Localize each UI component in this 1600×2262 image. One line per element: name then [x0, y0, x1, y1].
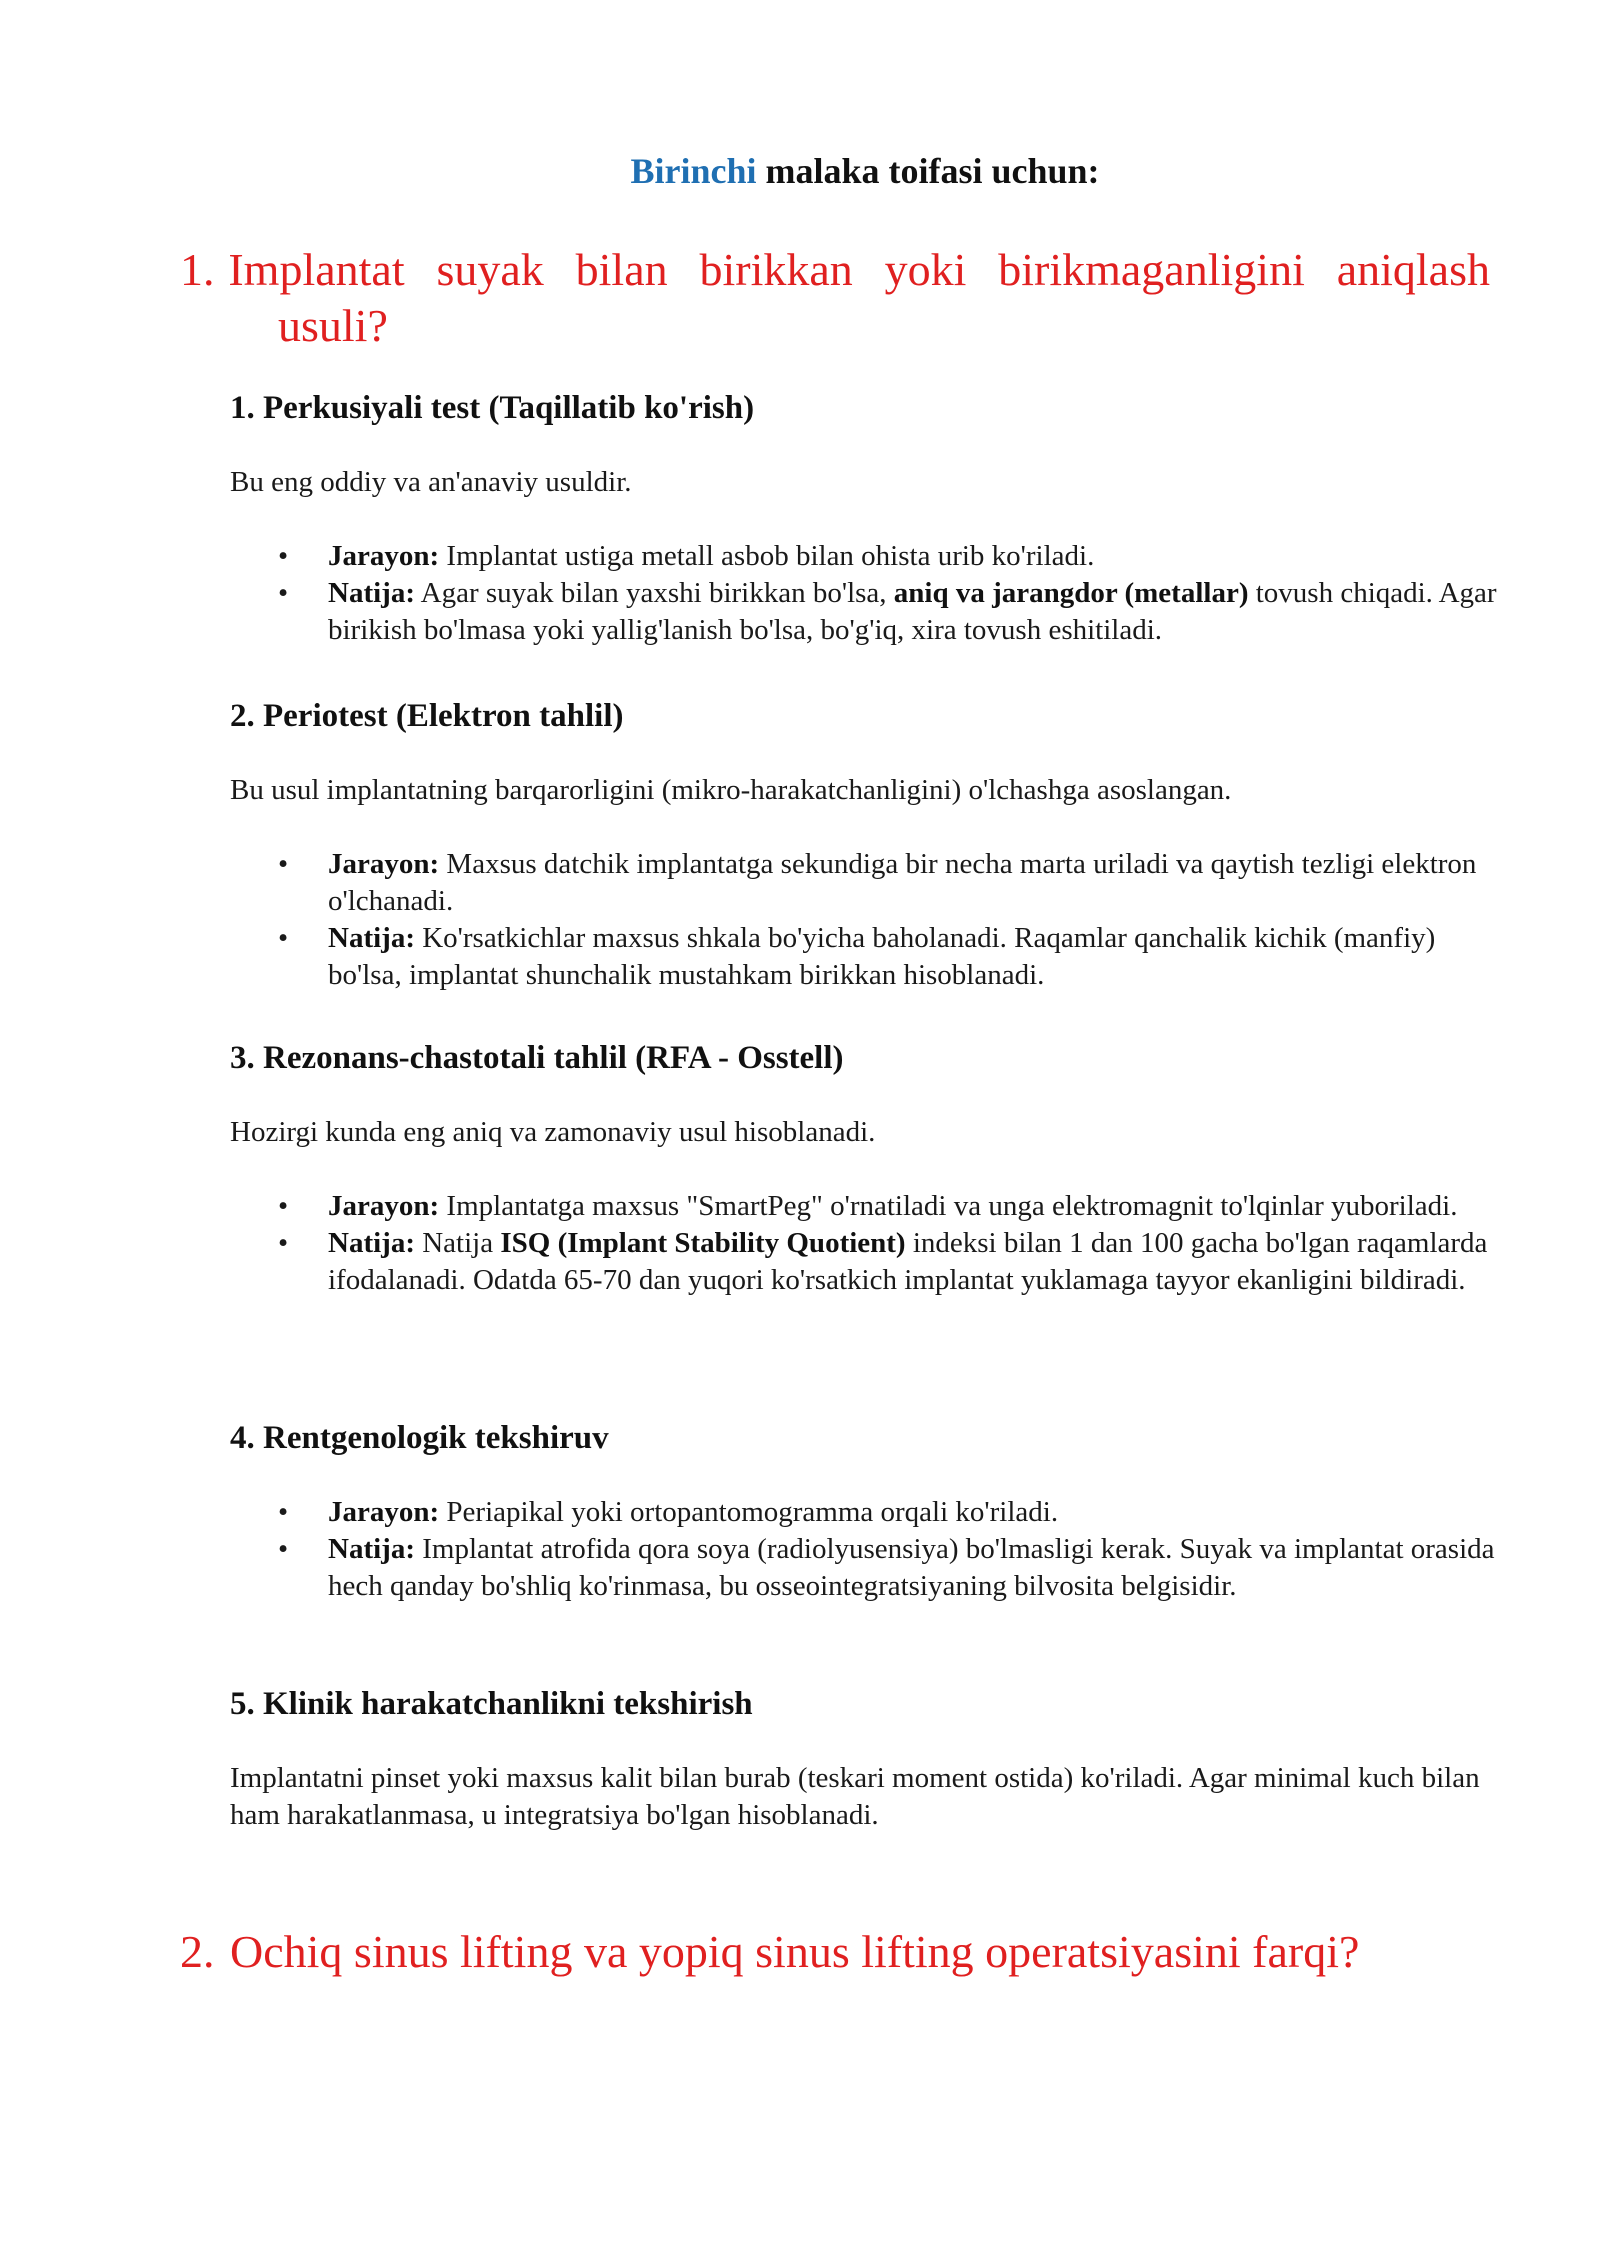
list-item — [230, 920, 1500, 994]
bullet-list — [230, 1494, 1500, 1605]
section-rfa-osstell — [230, 1038, 1500, 1299]
question-1-word: Implantat — [228, 244, 405, 295]
section-intro: Bu usul implantatning barqarorligini (mikro-harakatchanligini) o'lchashga asoslangan. — [230, 774, 1232, 806]
question-2-text: Ochiq sinus lifting va yopiq sinus lifting operatsiyasini farqi? — [230, 1926, 1360, 1977]
bullet-icon: • — [278, 540, 289, 572]
bullet-label: Jarayon: — [328, 1496, 440, 1528]
bullet-list — [230, 846, 1500, 994]
section-intro: Implantatni pinset yoki maxsus kalit bilan burab (teskari moment ostida) ko'riladi. Agar minimal kuch bilan ham harakatlanmasa, u integratsiya bo'lgan hisoblanadi. — [230, 1762, 1480, 1831]
bullet-label: Jarayon: — [328, 1190, 440, 1222]
section-heading: 4. Rentgenologik tekshiruv — [230, 1420, 609, 1456]
question-1-word: yoki — [884, 244, 967, 295]
bullet-emphasis: ISQ (Implant Stability Quotient) — [500, 1227, 906, 1259]
title-accent: Birinchi — [630, 151, 757, 191]
question-1-word: birikmaganligini — [998, 244, 1305, 295]
bullet-text: Implantatga maxsus "SmartPeg" o'rnatiladi va unga elektromagnit to'lqinlar yuboriladi. — [439, 1190, 1458, 1222]
section-heading: 1. Perkusiyali test (Taqillatib ko'rish) — [230, 390, 755, 426]
document-title — [0, 150, 1600, 193]
question-2-number: 2. — [180, 1926, 215, 1977]
bullet-icon: • — [278, 848, 289, 880]
question-1 — [180, 242, 1490, 354]
question-1-line-2: usuli? — [278, 300, 388, 351]
bullet-label: Natija: — [328, 1227, 415, 1259]
list-item — [230, 538, 1500, 575]
question-1-word: suyak — [436, 244, 544, 295]
question-1-word: birikkan — [699, 244, 853, 295]
question-2 — [180, 1924, 1490, 1980]
bullet-list — [230, 538, 1500, 649]
bullet-icon: • — [278, 1190, 289, 1222]
bullet-text: indeksi bilan 1 dan 100 gacha bo'lgan raqamlarda ifodalanadi. Odatda 65-70 dan yuqori ko'rsatkich implantat yuklamaga tayyor ekanligini bildiradi. — [328, 1227, 1488, 1296]
section-clinical-mobility — [230, 1684, 1500, 1834]
section-heading: 3. Rezonans-chastotali tahlil (RFA - Osstell) — [230, 1040, 844, 1076]
bullet-text: Maxsus datchik implantatga sekundiga bir necha marta uriladi va qaytish tezligi elektron o'lchanadi. — [328, 848, 1477, 917]
section-intro: Hozirgi kunda eng aniq va zamonaviy usul hisoblanadi. — [230, 1116, 876, 1148]
question-1-number: 1. — [180, 244, 215, 295]
list-item — [230, 1531, 1500, 1605]
question-1-word: aniqlash — [1336, 244, 1490, 295]
bullet-label: Jarayon: — [328, 848, 440, 880]
bullet-label: Jarayon: — [328, 540, 440, 572]
bullet-emphasis: aniq va jarangdor (metallar) — [893, 577, 1249, 609]
bullet-list — [230, 1188, 1500, 1299]
title-rest: malaka toifasi uchun: — [756, 151, 1100, 191]
bullet-text: Implantat atrofida qora soya (radiolyusensiya) bo'lmasligi kerak. Suyak va implantat orasida hech qanday bo'shliq ko'rinmasa, bu osseointegratsiyaning bilvosita belgisidir. — [328, 1533, 1495, 1602]
bullet-label: Natija: — [328, 1533, 415, 1565]
section-heading: 5. Klinik harakatchanlikni tekshirish — [230, 1686, 753, 1722]
section-percussion-test — [230, 388, 1500, 649]
bullet-icon: • — [278, 1496, 289, 1528]
bullet-text: Agar suyak bilan yaxshi birikkan bo'lsa, — [414, 577, 894, 609]
list-item — [230, 575, 1500, 649]
bullet-text: Natija — [414, 1227, 501, 1259]
question-1-word: bilan — [575, 244, 668, 295]
section-radiologic-exam — [230, 1418, 1500, 1605]
bullet-text: Periapikal yoki ortopantomogramma orqali ko'riladi. — [439, 1496, 1059, 1528]
bullet-icon: • — [278, 577, 289, 609]
list-item — [230, 846, 1500, 920]
list-item — [230, 1225, 1500, 1299]
bullet-label: Natija: — [328, 577, 415, 609]
section-heading: 2. Periotest (Elektron tahlil) — [230, 698, 624, 734]
bullet-text: Ko'rsatkichlar maxsus shkala bo'yicha baholanadi. Raqamlar qanchalik kichik (manfiy) bo'lsa, implantat shunchalik mustahkam birikkan hisoblanadi. — [328, 922, 1436, 991]
bullet-icon: • — [278, 922, 289, 954]
section-periotest — [230, 696, 1500, 994]
section-intro: Bu eng oddiy va an'anaviy usuldir. — [230, 466, 632, 498]
bullet-icon: • — [278, 1227, 289, 1259]
bullet-label: Natija: — [328, 922, 415, 954]
list-item — [230, 1494, 1500, 1531]
bullet-text: Implantat ustiga metall asbob bilan ohista urib ko'riladi. — [439, 540, 1095, 572]
bullet-icon: • — [278, 1533, 289, 1565]
question-1-line-1 — [180, 242, 1490, 298]
bullet-text: tovush chiqadi. Agar birikish bo'lmasa yoki yallig'lanish bo'lsa, bo'g'iq, xira tovush eshitiladi. — [328, 577, 1497, 646]
list-item — [230, 1188, 1500, 1225]
